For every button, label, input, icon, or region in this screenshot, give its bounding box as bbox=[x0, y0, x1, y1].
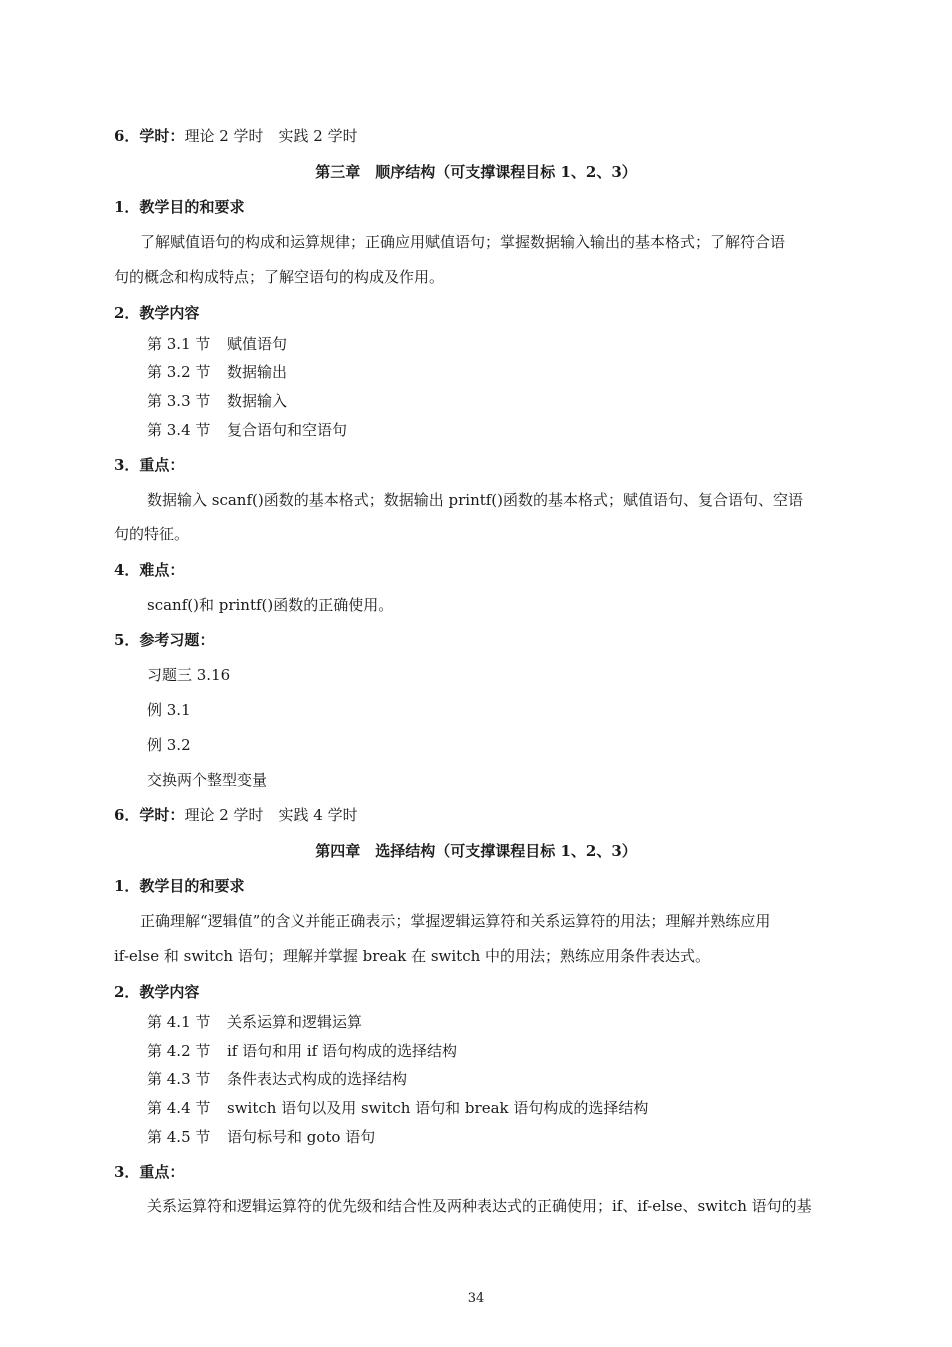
ch4-section-item bbox=[147, 1012, 362, 1032]
ch3-difficult-text: scanf()和 printf()函数的正确使用。 bbox=[147, 596, 394, 614]
section-number: 第 3.1 节 bbox=[147, 335, 211, 353]
ch3-key-line2: 句的特征。 bbox=[114, 525, 190, 543]
ch4-goal-line2: if-else 和 switch 语句；理解并掌握 break 在 switch 中的用法；熟练应用条件表达式。 bbox=[114, 947, 711, 965]
section-title: 赋值语句 bbox=[227, 335, 288, 353]
section-number: 第 3.2 节 bbox=[147, 363, 211, 381]
ch4-section-item bbox=[147, 1098, 648, 1118]
ch3-section-item bbox=[147, 362, 287, 382]
exercise-item: 例 3.2 bbox=[147, 736, 191, 754]
ch4-section-item bbox=[147, 1041, 457, 1061]
ch3-key-heading: 3．重点： bbox=[114, 456, 185, 474]
ch4-goal-line1: 正确理解“逻辑值”的含义并能正确表示；掌握逻辑运算符和关系运算符的用法；理解并熟练应用 bbox=[140, 912, 771, 930]
ch2-hours-label: 6．学时： bbox=[114, 127, 185, 145]
ch2-hours-value: 理论 2 学时 实践 2 学时 bbox=[184, 127, 358, 145]
ch3-section-item bbox=[147, 334, 287, 354]
ch3-section-item bbox=[147, 391, 287, 411]
ch2-hours-line bbox=[114, 126, 358, 146]
ch3-section-item bbox=[147, 420, 347, 440]
section-title: if 语句和用 if 语句构成的选择结构 bbox=[227, 1042, 458, 1060]
section-number: 第 4.2 节 bbox=[147, 1042, 211, 1060]
ch3-key-line1: 数据输入 scanf()函数的基本格式；数据输出 printf()函数的基本格式；赋值语句、复合语句、空语 bbox=[147, 491, 804, 509]
ch3-title: 第三章 顺序结构（可支撑课程目标 1、2、3） bbox=[315, 163, 637, 181]
ch3-hours-value: 理论 2 学时 实践 4 学时 bbox=[184, 806, 358, 824]
exercise-item: 习题三 3.16 bbox=[147, 666, 231, 684]
ch4-key-heading: 3．重点： bbox=[114, 1163, 185, 1181]
page-number: 34 bbox=[467, 1291, 485, 1306]
section-number: 第 3.3 节 bbox=[147, 392, 211, 410]
section-title: 条件表达式构成的选择结构 bbox=[227, 1070, 408, 1088]
ch3-hours-label: 6．学时： bbox=[114, 806, 185, 824]
ch3-difficult-heading: 4．难点： bbox=[114, 561, 185, 579]
section-title: 复合语句和空语句 bbox=[227, 421, 348, 439]
section-title: 数据输入 bbox=[227, 392, 288, 410]
ch3-hours-line bbox=[114, 805, 358, 825]
section-number: 第 4.4 节 bbox=[147, 1099, 211, 1117]
exercise-item: 交换两个整型变量 bbox=[147, 771, 268, 789]
ch3-goal-line2: 句的概念和构成特点；了解空语句的构成及作用。 bbox=[114, 268, 445, 286]
ch4-key-line1: 关系运算符和逻辑运算符的优先级和结合性及两种表达式的正确使用；if、if-else、switch 语句的基 bbox=[147, 1197, 812, 1215]
section-number: 第 4.5 节 bbox=[147, 1128, 211, 1146]
section-title: switch 语句以及用 switch 语句和 break 语句构成的选择结构 bbox=[227, 1099, 649, 1117]
section-number: 第 3.4 节 bbox=[147, 421, 211, 439]
ch4-section-item bbox=[147, 1127, 375, 1147]
section-title: 语句标号和 goto 语句 bbox=[227, 1128, 376, 1146]
ch3-exercise-heading: 5．参考习题： bbox=[114, 631, 215, 649]
ch4-title: 第四章 选择结构（可支撑课程目标 1、2、3） bbox=[315, 842, 637, 860]
ch3-content-heading: 2．教学内容 bbox=[114, 304, 200, 322]
section-number: 第 4.1 节 bbox=[147, 1013, 211, 1031]
section-number: 第 4.3 节 bbox=[147, 1070, 211, 1088]
ch4-content-heading: 2．教学内容 bbox=[114, 983, 200, 1001]
ch4-goal-heading: 1．教学目的和要求 bbox=[114, 877, 245, 895]
section-title: 关系运算和逻辑运算 bbox=[227, 1013, 363, 1031]
exercise-item: 例 3.1 bbox=[147, 701, 191, 719]
ch3-goal-line1: 了解赋值语句的构成和运算规律；正确应用赋值语句；掌握数据输入输出的基本格式；了解符合语 bbox=[140, 233, 786, 251]
section-title: 数据输出 bbox=[227, 363, 288, 381]
ch4-section-item bbox=[147, 1069, 407, 1089]
ch3-goal-heading: 1．教学目的和要求 bbox=[114, 198, 245, 216]
